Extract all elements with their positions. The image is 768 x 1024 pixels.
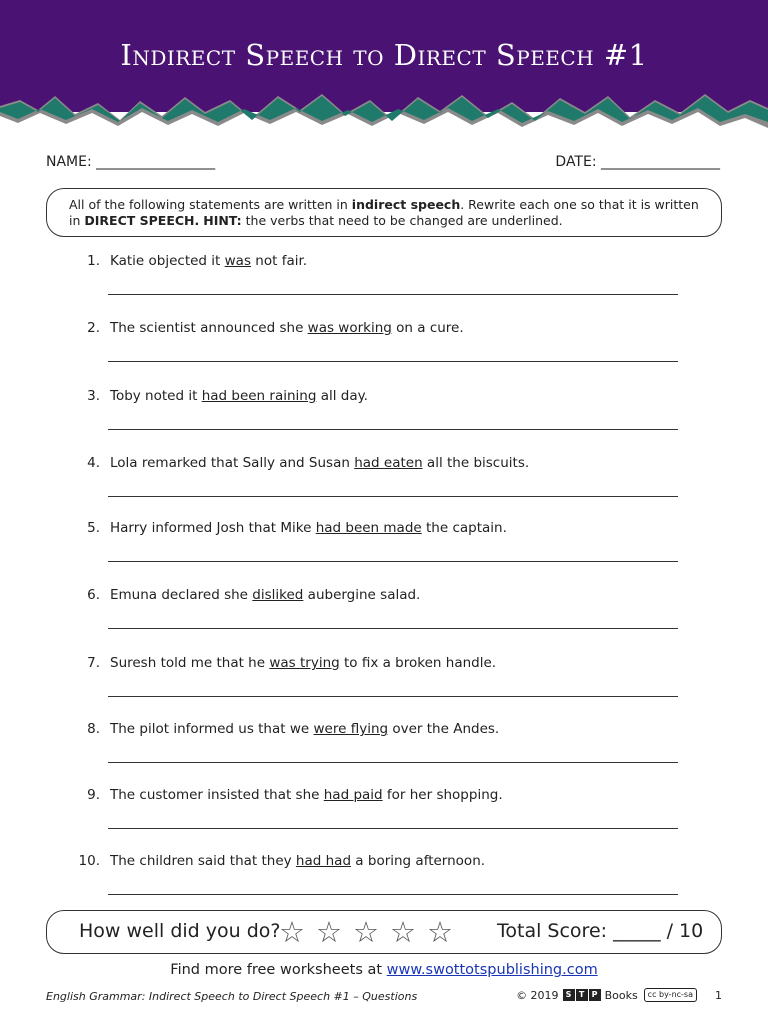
question-text: Harry informed Josh that Mike had been made the captain.	[110, 520, 507, 536]
instructions-box	[46, 188, 722, 237]
question-text: Suresh told me that he was trying to fix a broken handle.	[110, 655, 497, 671]
question-number: 9.	[87, 787, 100, 803]
page-number: 1	[715, 988, 722, 1002]
answer-line[interactable]	[108, 496, 678, 497]
answer-line[interactable]	[108, 828, 678, 829]
question-text: The scientist announced she was working on a cure.	[110, 320, 464, 336]
underlined-verb: had had	[295, 853, 352, 869]
star-outline-icon[interactable]: ☆	[279, 915, 305, 949]
question-text: Lola remarked that Sally and Susan had eaten all the biscuits.	[110, 455, 530, 471]
self-assessment-label: How well did you do?	[79, 920, 281, 942]
star-outline-icon[interactable]: ☆	[353, 915, 379, 949]
more-worksheets	[0, 962, 768, 978]
question-number: 6.	[87, 587, 100, 603]
underlined-verb: was working	[307, 320, 392, 336]
question-number: 2.	[87, 320, 100, 336]
answer-line[interactable]	[108, 894, 678, 895]
answer-line[interactable]	[108, 294, 678, 295]
question-text: The pilot informed us that we were flying over the Andes.	[110, 721, 500, 737]
instructions-text: All of the following statements are written in	[69, 197, 352, 212]
question-number: 4.	[87, 455, 100, 471]
star-outline-icon[interactable]: ☆	[316, 915, 342, 949]
question-number: 5.	[87, 520, 100, 536]
cc-license-icon: cc by-nc-sa	[644, 988, 697, 1002]
answer-line[interactable]	[108, 361, 678, 362]
instructions-bold: DIRECT SPEECH.	[84, 213, 200, 228]
question-number: 8.	[87, 721, 100, 737]
underlined-verb: was	[224, 253, 251, 269]
stp-letter: P	[589, 989, 601, 1001]
copyright: © 2019	[516, 988, 559, 1002]
stp-letter: T	[576, 989, 588, 1001]
question-number: 10.	[78, 853, 100, 869]
instructions-bold: indirect speech	[351, 197, 461, 212]
name-field[interactable]: NAME: _________________	[46, 154, 216, 170]
instructions-text: . Rewrite each one so that it is written in	[69, 197, 699, 228]
total-score[interactable]: Total Score: _____ / 10	[497, 920, 704, 942]
answer-line[interactable]	[108, 429, 678, 430]
answer-line[interactable]	[108, 696, 678, 697]
question-text: Katie objected it was not fair.	[110, 253, 308, 269]
underlined-verb: disliked	[252, 587, 304, 603]
date-field[interactable]: DATE: _________________	[555, 154, 720, 170]
footer-credits	[516, 988, 722, 1002]
answer-line[interactable]	[108, 628, 678, 629]
instructions-text: the verbs that need to be changed are underlined.	[241, 213, 563, 228]
star-outline-icon[interactable]: ☆	[427, 915, 453, 949]
stp-logo	[563, 989, 601, 1001]
question-text: The customer insisted that she had paid for her shopping.	[110, 787, 503, 803]
question-text: The children said that they had had a boring afternoon.	[110, 853, 486, 869]
star-rating	[279, 916, 453, 948]
underlined-verb: had eaten	[354, 455, 423, 471]
publisher-link[interactable]: www.swottotspublishing.com	[386, 962, 598, 978]
underlined-verb: was trying	[269, 655, 340, 671]
books-label: Books	[604, 988, 638, 1002]
question-text: Emuna declared she disliked aubergine salad.	[110, 587, 421, 603]
instructions-bold: HINT:	[203, 213, 242, 228]
question-text: Toby noted it had been raining all day.	[110, 388, 368, 404]
star-outline-icon[interactable]: ☆	[390, 915, 416, 949]
stp-letter: S	[563, 989, 575, 1001]
more-worksheets-text: Find more free worksheets at	[170, 962, 387, 978]
footer-title: English Grammar: Indirect Speech to Direct Speech #1 – Questions	[46, 990, 418, 1003]
page-title: Indirect Speech to Direct Speech #1	[120, 38, 648, 72]
underlined-verb: were flying	[313, 721, 389, 737]
question-number: 1.	[87, 253, 100, 269]
answer-line[interactable]	[108, 762, 678, 763]
question-number: 7.	[87, 655, 100, 671]
underlined-verb: had paid	[323, 787, 383, 803]
question-number: 3.	[87, 388, 100, 404]
underlined-verb: had been raining	[201, 388, 317, 404]
underlined-verb: had been made	[315, 520, 422, 536]
score-box	[46, 910, 722, 954]
header-banner	[0, 0, 768, 130]
answer-line[interactable]	[108, 561, 678, 562]
